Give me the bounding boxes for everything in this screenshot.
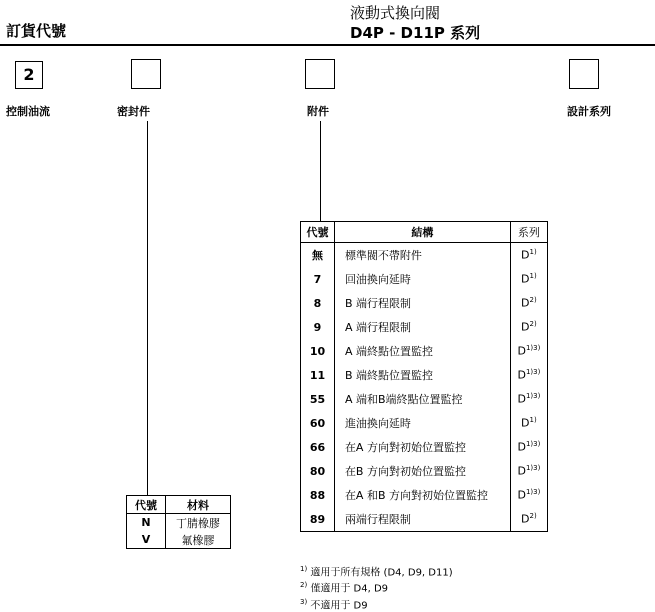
material-header-code: 代號 [127, 496, 166, 514]
accessory-code: 11 [301, 363, 335, 387]
control-code-box: 2 [15, 61, 43, 89]
accessory-structure: B 端行程限制 [344, 297, 411, 310]
accessory-header-series: 系列 [510, 222, 547, 243]
accessory-series [510, 411, 547, 435]
footnote-ref: 2) [529, 320, 537, 329]
footnote-ref: 1)3) [525, 392, 541, 401]
accessory-code-box [305, 59, 335, 89]
material-code: V [127, 531, 166, 549]
accessory-code: 7 [301, 267, 335, 291]
material-header-material: 材料 [166, 496, 231, 514]
footnote-ref: 2) [529, 512, 537, 521]
footnote-ref: 1)3) [525, 344, 541, 353]
footnote-ref: 2) [529, 296, 537, 305]
accessory-code: 無 [301, 243, 335, 268]
footnote-item [300, 563, 453, 579]
accessory-code: 88 [301, 483, 335, 507]
series-letter: D [521, 320, 530, 334]
accessory-structure: 標準閥不帶附件 [344, 249, 422, 262]
material-code: N [127, 514, 166, 532]
accessory-table-body [301, 243, 548, 532]
table-row [127, 531, 231, 549]
material-name: 丁腈橡膠 [176, 516, 220, 530]
accessory-table [300, 221, 548, 532]
table-row [301, 459, 548, 483]
seal-code-box [131, 59, 161, 89]
footnote-mark: 2) [300, 581, 308, 590]
accessory-structure: 兩端行程限制 [344, 513, 411, 526]
series-letter: D [521, 296, 530, 310]
accessory-structure: 在B 方向對初始位置監控 [344, 465, 466, 478]
table-row [301, 291, 548, 315]
table-row [301, 267, 548, 291]
accessory-code: 10 [301, 339, 335, 363]
table-row [301, 435, 548, 459]
table-row [301, 483, 548, 507]
footnote-ref: 1)3) [525, 488, 541, 497]
series-letter: D [521, 272, 530, 286]
series-letter: D [521, 512, 530, 526]
footnote-item [300, 596, 453, 612]
series-letter: D [517, 464, 526, 478]
series-letter: D [517, 488, 526, 502]
product-series: D4P - D11P 系列 [350, 24, 481, 42]
footnote-text: 僅適用于 D4, D9 [310, 583, 389, 595]
accessory-structure: 在A 方向對初始位置監控 [344, 441, 466, 454]
page-title: 訂貨代號 [6, 22, 67, 40]
accessory-series [510, 507, 547, 532]
table-row [301, 243, 548, 268]
accessory-label: 附件 [307, 105, 329, 118]
accessory-header-structure: 結構 [334, 222, 510, 243]
accessory-code: 66 [301, 435, 335, 459]
seal-connector-line [147, 121, 148, 495]
table-row [301, 387, 548, 411]
series-letter: D [517, 440, 526, 454]
accessory-series [510, 243, 547, 268]
footnote-ref: 1) [529, 272, 537, 281]
table-row [301, 363, 548, 387]
accessory-header-code: 代號 [301, 222, 335, 243]
footnote-ref: 1)3) [525, 440, 541, 449]
accessory-series [510, 315, 547, 339]
footnote-ref: 1)3) [525, 464, 541, 473]
footnote-ref: 1) [529, 248, 537, 257]
accessory-series [510, 387, 547, 411]
accessory-connector-line [320, 121, 321, 221]
accessory-structure: 回油換向延時 [344, 273, 411, 286]
accessory-series [510, 267, 547, 291]
table-row [127, 514, 231, 532]
accessory-structure: A 端終點位置監控 [344, 345, 433, 358]
accessory-code: 9 [301, 315, 335, 339]
footnote-ref: 1)3) [525, 368, 541, 377]
accessory-code: 8 [301, 291, 335, 315]
footnote-mark: 3) [300, 597, 308, 606]
footnote-item [300, 579, 453, 595]
accessory-structure: B 端終點位置監控 [344, 369, 433, 382]
design-label: 設計系列 [567, 105, 611, 118]
product-name: 液動式換向閥 [350, 4, 441, 22]
accessory-code: 60 [301, 411, 335, 435]
accessory-structure: A 端行程限制 [344, 321, 411, 334]
series-letter: D [521, 248, 530, 262]
accessory-structure: 進油換向延時 [344, 417, 411, 430]
accessory-code: 55 [301, 387, 335, 411]
footnote-ref: 1) [529, 416, 537, 425]
accessory-series [510, 363, 547, 387]
table-row [301, 315, 548, 339]
control-label: 控制油流 [6, 105, 50, 118]
footnote-mark: 1) [300, 565, 308, 573]
series-letter: D [517, 368, 526, 382]
accessory-code: 89 [301, 507, 335, 532]
accessory-structure: 在A 和B 方向對初始位置監控 [344, 489, 489, 502]
table-row [301, 507, 548, 532]
accessory-series [510, 339, 547, 363]
series-letter: D [517, 344, 526, 358]
design-code-box [569, 59, 599, 89]
accessory-series [510, 459, 547, 483]
accessory-structure: A 端和B端終點位置監控 [344, 393, 463, 406]
material-table [126, 495, 231, 549]
series-letter: D [517, 392, 526, 406]
accessory-series [510, 483, 547, 507]
material-table-body [127, 514, 231, 549]
series-letter: D [521, 416, 530, 430]
table-row [301, 411, 548, 435]
footnote-text: 不適用于 D9 [310, 599, 368, 611]
accessory-code: 80 [301, 459, 335, 483]
accessory-table-header [301, 222, 548, 243]
material-name: 氟橡膠 [181, 533, 215, 547]
seal-label: 密封件 [117, 105, 150, 118]
table-row [301, 339, 548, 363]
material-table-header [127, 496, 231, 514]
header-divider [0, 44, 655, 46]
accessory-series [510, 291, 547, 315]
footnote-text: 適用于所有規格 (D4, D9, D11) [310, 567, 453, 579]
accessory-series [510, 435, 547, 459]
